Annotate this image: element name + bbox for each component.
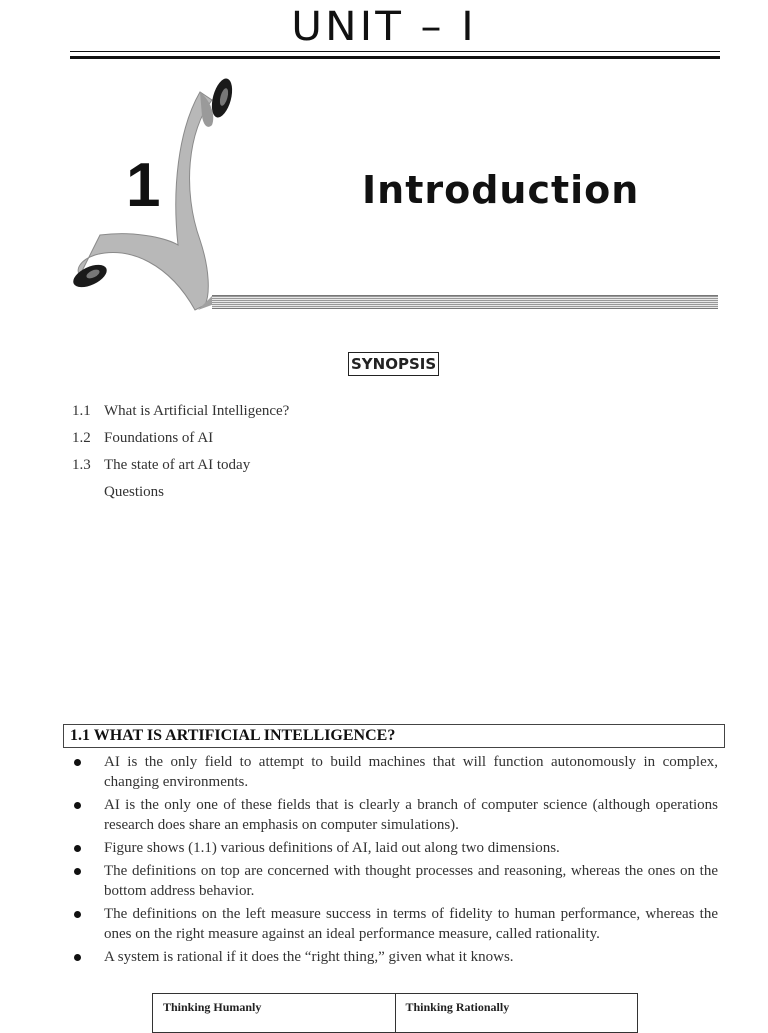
- synopsis-item-number: 1.2: [72, 430, 91, 446]
- bullet-dot-icon: [74, 802, 81, 809]
- bullet-text: AI is the only one of these fields that is clearly a branch of computer science (although operations research does share an emphasis on computer simulations).: [104, 797, 718, 833]
- bullet-dot-icon: [74, 911, 81, 918]
- synopsis-item-text: What is Artificial Intelligence?: [104, 403, 290, 419]
- bullet-item: [72, 838, 718, 858]
- table-row: [153, 994, 638, 1033]
- bullet-text: Figure shows (1.1) various definitions of AI, laid out along two dimensions.: [104, 840, 560, 856]
- chapter-title: Introduction: [362, 168, 640, 212]
- bullet-text: The definitions on the left measure success in terms of fidelity to human performance, whereas the ones on the right measure against an ideal performance measure, called rationality.: [104, 906, 718, 942]
- synopsis-item-number: 1.1: [72, 403, 91, 419]
- section-heading-box: [63, 724, 725, 748]
- synopsis-item: [72, 452, 289, 479]
- unit-title: UNIT – I: [291, 4, 477, 50]
- header-rule-thick: [70, 56, 720, 59]
- table-header-cell: Thinking Humanly: [153, 994, 396, 1033]
- synopsis-item: [72, 479, 289, 506]
- table-header-cell: Thinking Rationally: [395, 994, 638, 1033]
- bullet-item: [72, 795, 718, 835]
- synopsis-item-text: The state of art AI today: [104, 457, 251, 473]
- bullet-text: A system is rational if it does the “right thing,” given what it knows.: [104, 949, 514, 965]
- synopsis-item-text: Questions: [104, 484, 164, 500]
- synopsis-list: [72, 398, 289, 506]
- bullet-text: The definitions on top are concerned with thought processes and reasoning, whereas the ones on the bottom address behavior.: [104, 863, 718, 899]
- chapter-number: 1: [126, 151, 161, 220]
- bullet-item: [72, 752, 718, 792]
- bullet-dot-icon: [74, 954, 81, 961]
- bullet-dot-icon: [74, 868, 81, 875]
- bullet-item: [72, 861, 718, 901]
- bullet-item: [72, 947, 718, 967]
- bullet-list: [72, 752, 718, 970]
- ai-definitions-table: [152, 993, 638, 1033]
- bullet-text: AI is the only field to attempt to build machines that will function autonomously in complex, changing environments.: [104, 754, 718, 790]
- synopsis-item: [72, 398, 289, 425]
- synopsis-item-number: 1.3: [72, 457, 91, 473]
- synopsis-item-text: Foundations of AI: [104, 430, 214, 446]
- bullet-dot-icon: [74, 759, 81, 766]
- synopsis-heading: SYNOPSIS: [348, 352, 439, 376]
- chapter-divider-stripes: [212, 295, 718, 309]
- bullet-item: [72, 904, 718, 944]
- bullet-dot-icon: [74, 845, 81, 852]
- synopsis-item: [72, 425, 289, 452]
- header-rule-thin: [70, 51, 720, 52]
- section-heading: 1.1 WHAT IS ARTIFICIAL INTELLIGENCE?: [70, 727, 396, 744]
